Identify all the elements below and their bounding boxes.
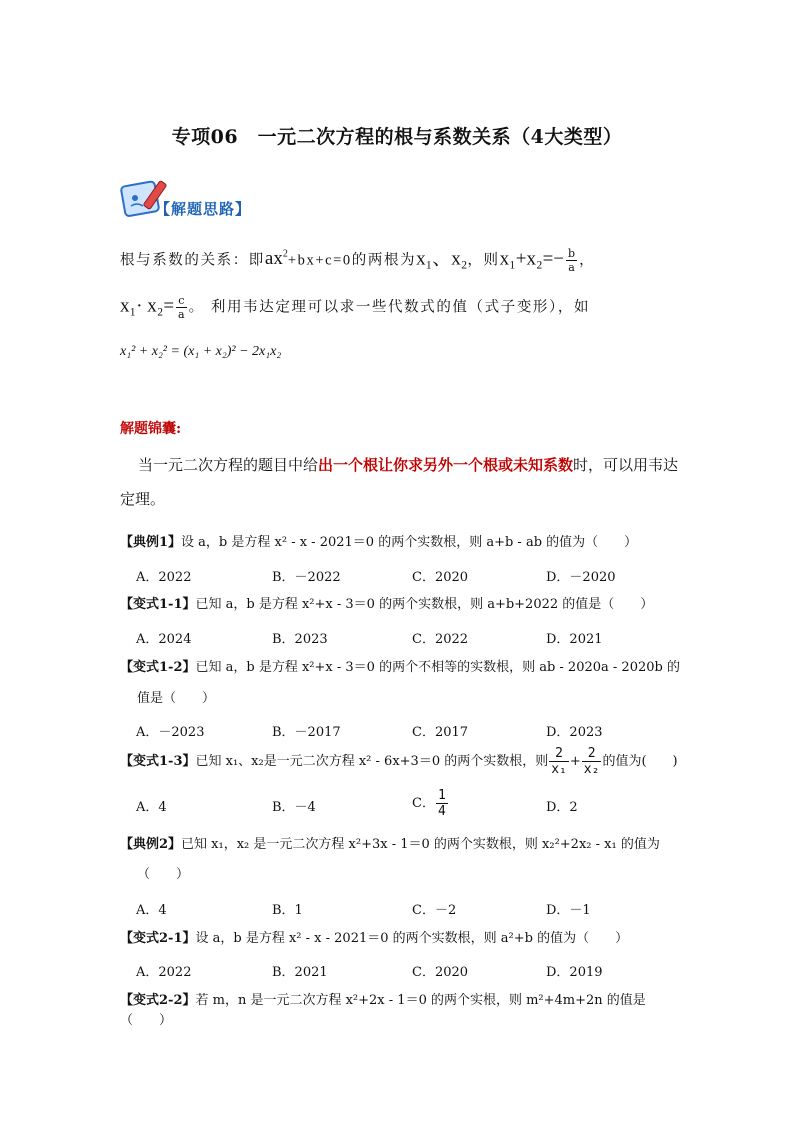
tips-body: 当一元二次方程的题目中给出一个根让你求另外一个根或未知系数时，可以用韦达定理。 (120, 456, 679, 508)
question-4: 【变式1-3】已知 x₁、x₂是一元二次方程 x² - 6x+3＝0 的两个实数根，则 $\frac{2}{\text{x₁}}$ + $\frac{2}{\text{x₂}}$ 的值为( ) (120, 746, 678, 777)
fraction-2-over-x2: $\frac{2}{\text{x₂}}$ (583, 746, 600, 777)
fraction-one-quarter: $\frac{1}{4}$ (437, 788, 446, 819)
question-6: 【变式2-1】设 a，b 是方程 x² - x - 2021＝0 的两个实数根，则 a²+b 的值为（ ） (120, 931, 629, 946)
page-title: 专项06 一元二次方程的根与系数关系（4大类型） (171, 126, 623, 148)
question-3-continued: 值是（ ） (137, 691, 216, 706)
question-5: 【典例2】已知 x₁，x₂ 是一元二次方程 x²+3x - 1＝0 的两个实数根，则 x₂²+2x₂ - x₁ 的值为 (120, 837, 660, 852)
question-1: 【典例1】设 a，b 是方程 x² - x - 2021＝0 的两个实数根，则 a+b - ab 的值为（ ） (120, 535, 638, 550)
badge-label: 【解题思路】 (155, 200, 252, 218)
question-7: 【变式2-2】若 m，n 是一元二次方程 x²+2x - 1＝0 的两个实根，则 m²+4m+2n 的值是（ ） (120, 993, 646, 1028)
intro-line-2: x₁· x₂= $\frac{c}{a}$ 。 利用韦达定理可以求一些代数式的值（式子变形），如 (120, 294, 591, 321)
document-page: 专项06 一元二次方程的根与系数关系（4大类型） 【解题思路】 根与系数的关系：即$ax^2+bx+c=0$的两根为x₁、x₂，则x₁+x₂=− $\frac{b}{a}$ ， x₁· x₂= $\frac{c}{a}$ 。 利用韦达定理可以求一些代数式的值（式子变形），如 x₁² + x₂² = (x₁ + x₂)² − 2x₁x₂ 解题锦囊: 当一元二次方程的题目中给出一个根让你求另外一个根或未知系数时，可以用韦达定理。 【典例1】设 a，b 是方程 x² - x - 2021＝0 的两个实数根，则 a+b - ab 的值为（ ） A．2022 B．－2022 C．2020 D．－2020 【变式1-1】已知 a，b 是方程 x²+x - 3＝0 的两个实数根，则 a+b+2022 的值是（ ） A．2024 B．2023 C．2022 D．2021 【变式1-2】已知 a，b 是方程 x²+x - 3＝0 的两个不相等的实数根，则 ab - 2020a - 2020b 的 值是（ ） A．－2023 B．－2017 C．2017 D．2023 【变式1-3】已知 x₁、x₂是一元二次方程 x² - 6x+3＝0 的两个实数根，则 $\frac{2}{\text{x₁}}$ + $\frac{2}{\text{x₂}}$ 的值为( ) A．4 B．－4 C． $\frac{1}{4}$ D．2 【典例2】已知 x₁，x₂ 是一元二次方程 x²+3x - 1＝0 的两个实数根，则 x₂²+2x₂ - x₁ 的值为 （ ） A．4 B．1 C．－2 D．－1 【变式2-1】设 a，b 是方程 x² - x - 2021＝0 的两个实数根，则 a²+b 的值为（ ） A．2022 B．2021 C．2020 D．2019 【变式2-2】若 m，n 是一元二次方程 x²+2x - 1＝0 的两个实根，则 m²+4m+2n 的值是（ ） (0, 0, 794, 1123)
intro-line-1: 根与系数的关系：即$ax^2+bx+c=0$的两根为x₁、x₂，则x₁+x₂=− $\frac{b}{a}$ ， (120, 246, 596, 274)
fraction-c-over-a: $\frac{c}{a}$ (178, 294, 185, 321)
vieta-formula: x₁² + x₂² = (x₁ + x₂)² − 2x₁x₂ (120, 344, 282, 359)
question-5-continued: （ ） (137, 867, 190, 882)
question-2: 【变式1-1】已知 a，b 是方程 x²+x - 3＝0 的两个实数根，则 a+b+2022 的值是（ ） (120, 597, 654, 612)
question-3: 【变式1-2】已知 a，b 是方程 x²+x - 3＝0 的两个不相等的实数根，则 ab - 2020a - 2020b 的 (120, 660, 680, 675)
fraction-b-over-a: $\frac{b}{a}$ (568, 246, 576, 274)
solution-idea-badge (119, 176, 279, 224)
tips-title: 解题锦囊: (120, 421, 182, 437)
fraction-2-over-x1: $\frac{2}{\text{x₁}}$ (551, 746, 567, 777)
